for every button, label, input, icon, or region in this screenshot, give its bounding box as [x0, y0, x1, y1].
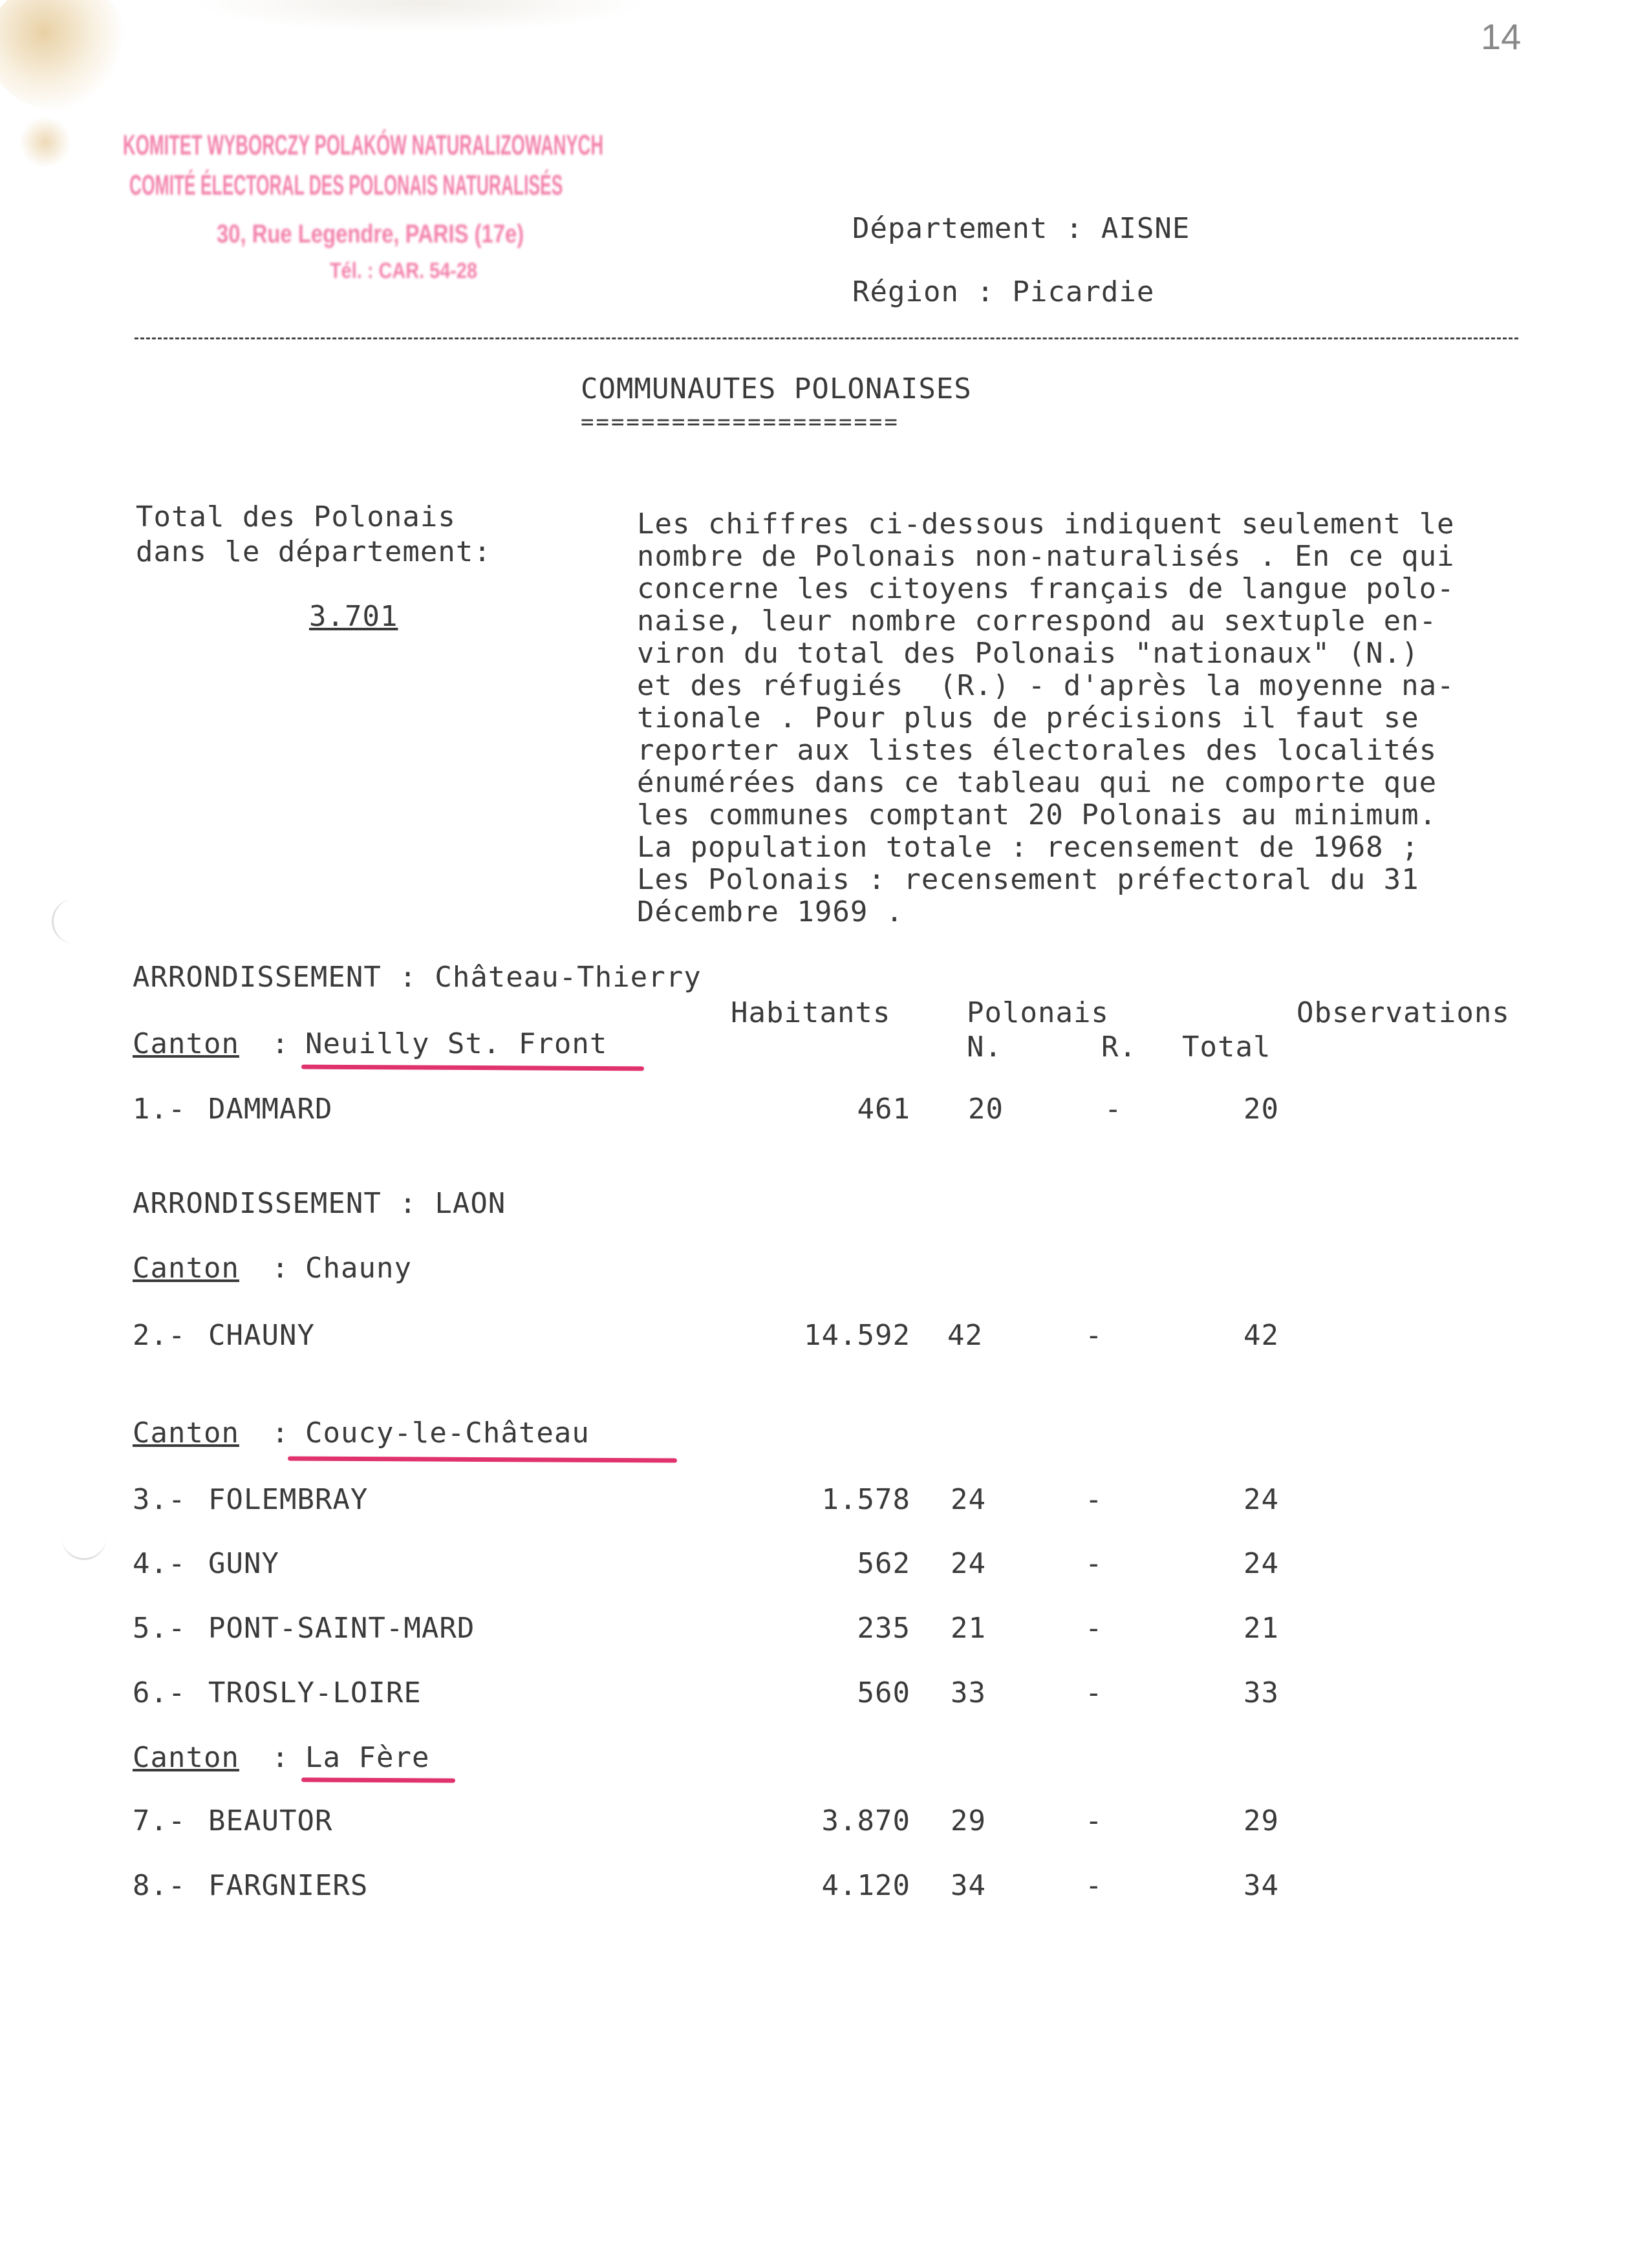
- row-number: 8.-: [133, 1869, 186, 1902]
- page-number: 14: [1481, 16, 1522, 57]
- total-value-cell: 34: [1243, 1869, 1279, 1902]
- total-value-cell: 29: [1243, 1804, 1279, 1837]
- canton-name: La Fère: [305, 1741, 430, 1774]
- canton-name: Coucy-le-Château: [305, 1417, 590, 1450]
- total-value-cell: 42: [1243, 1319, 1279, 1352]
- paper-stain: [0, 0, 129, 110]
- habitants-value: 1.578: [821, 1483, 910, 1516]
- total-value-cell: 21: [1243, 1612, 1279, 1645]
- commune-name: GUNY: [208, 1547, 279, 1580]
- commune-name: DAMMARD: [208, 1093, 333, 1126]
- total-value-cell: 20: [1243, 1093, 1279, 1126]
- canton-label: Canton: [133, 1027, 239, 1060]
- n-value: 24: [951, 1547, 986, 1580]
- r-value: -: [1085, 1804, 1103, 1837]
- canton-separator: :: [272, 1252, 290, 1285]
- total-label: dans le département:: [136, 535, 491, 568]
- note-line: et des réfugiés (R.) - d'après la moyenne na-: [637, 669, 1455, 702]
- note-line: tionale . Pour plus de précisions il faut se: [637, 701, 1419, 734]
- row-number: 6.-: [133, 1676, 186, 1709]
- habitants-value: 461: [857, 1093, 910, 1126]
- pen-underline: [288, 1456, 677, 1462]
- note-line: nombre de Polonais non-naturalisés . En ce qui: [637, 540, 1455, 573]
- note-line: énumérées dans ce tableau qui ne comporte que: [637, 766, 1437, 799]
- total-label: Total des Polonais: [136, 500, 456, 533]
- stamp-line: Tél. : CAR. 54-28: [330, 259, 478, 283]
- stamp-line: 30, Rue Legendre, PARIS (17e): [217, 220, 524, 248]
- title-underline: =====================: [581, 409, 899, 435]
- arrondissement-heading: ARRONDISSEMENT : LAON: [133, 1187, 506, 1220]
- row-number: 7.-: [133, 1804, 186, 1837]
- header-divider: [135, 337, 1518, 339]
- canton-label: Canton: [133, 1417, 239, 1450]
- canton-separator: :: [272, 1027, 290, 1060]
- punch-hole-mark: [52, 899, 99, 944]
- commune-name: TROSLY-LOIRE: [208, 1676, 422, 1709]
- note-line: concerne les citoyens français de langue polo-: [637, 572, 1455, 605]
- note-line: naise, leur nombre correspond au sextuple en-: [637, 604, 1437, 637]
- column-header-polonais: Polonais: [967, 996, 1109, 1029]
- punch-hole-mark: [61, 1513, 107, 1560]
- column-header-habitants: Habitants: [731, 996, 891, 1029]
- row-number: 4.-: [133, 1547, 186, 1580]
- habitants-value: 14.592: [804, 1319, 910, 1352]
- habitants-value: 3.870: [821, 1804, 910, 1837]
- canton-separator: :: [272, 1417, 290, 1450]
- pen-underline: [301, 1065, 644, 1071]
- pen-underline: [301, 1777, 455, 1782]
- r-value: -: [1104, 1093, 1123, 1126]
- page-title: COMMUNAUTES POLONAISES: [581, 372, 972, 405]
- note-line: La population totale : recensement de 1968 ;: [637, 831, 1419, 864]
- stamp-line: COMITÉ ÉLECTORAL DES POLONAIS NATURALISÉS: [129, 169, 563, 201]
- r-value: -: [1085, 1676, 1103, 1709]
- arrondissement-heading: ARRONDISSEMENT : Château-Thierry: [133, 961, 702, 994]
- commune-name: CHAUNY: [208, 1319, 315, 1352]
- habitants-value: 562: [857, 1547, 910, 1580]
- commune-name: FARGNIERS: [208, 1869, 369, 1902]
- note-line: viron du total des Polonais "nationaux" (N.): [637, 637, 1419, 670]
- n-value: 33: [951, 1676, 986, 1709]
- n-value: 21: [951, 1612, 986, 1645]
- r-value: -: [1085, 1547, 1103, 1580]
- r-value: -: [1085, 1483, 1103, 1516]
- column-header-n: N.: [967, 1031, 1002, 1064]
- total-value-cell: 24: [1243, 1547, 1279, 1580]
- r-value: -: [1085, 1612, 1103, 1645]
- row-number: 3.-: [133, 1483, 186, 1516]
- note-line: Les Polonais : recensement préfectoral du 31: [637, 863, 1419, 896]
- habitants-value: 4.120: [821, 1869, 910, 1902]
- stamp-line: KOMITET WYBORCZY POLAKÓW NATURALIZOWANYCH: [123, 129, 604, 161]
- canton-name: Chauny: [305, 1252, 412, 1285]
- habitants-value: 560: [857, 1676, 910, 1709]
- column-header-observations: Observations: [1297, 996, 1510, 1029]
- column-header-r: R.: [1101, 1031, 1137, 1064]
- n-value: 24: [951, 1483, 986, 1516]
- row-number: 2.-: [133, 1319, 186, 1352]
- note-line: reporter aux listes électorales des localités: [637, 734, 1437, 767]
- organization-stamp: [0, 0, 604, 283]
- note-line: Décembre 1969 .: [637, 895, 904, 928]
- total-value: 3.701: [309, 600, 398, 633]
- paper-stain: [194, 0, 647, 32]
- canton-label: Canton: [133, 1741, 239, 1774]
- canton-separator: :: [272, 1741, 290, 1774]
- departement-label: Département : AISNE: [852, 212, 1190, 245]
- commune-name: PONT-SAINT-MARD: [208, 1612, 475, 1645]
- note-paragraph: [637, 508, 1455, 928]
- row-number: 1.-: [133, 1093, 186, 1126]
- paper-stain: [19, 116, 71, 168]
- commune-name: FOLEMBRAY: [208, 1483, 369, 1516]
- r-value: -: [1085, 1869, 1103, 1902]
- note-line: Les chiffres ci-dessous indiquent seulement le: [637, 508, 1455, 540]
- column-header-total: Total: [1182, 1031, 1271, 1064]
- r-value: -: [1085, 1319, 1103, 1352]
- canton-name: Neuilly St. Front: [305, 1027, 608, 1060]
- n-value: 42: [947, 1319, 983, 1352]
- total-value-cell: 33: [1243, 1676, 1279, 1709]
- n-value: 29: [951, 1804, 986, 1837]
- n-value: 20: [968, 1093, 1004, 1126]
- canton-label: Canton: [133, 1252, 239, 1285]
- commune-name: BEAUTOR: [208, 1804, 333, 1837]
- region-label: Région : Picardie: [852, 275, 1155, 308]
- total-value-cell: 24: [1243, 1483, 1279, 1516]
- habitants-value: 235: [857, 1612, 910, 1645]
- n-value: 34: [951, 1869, 986, 1902]
- row-number: 5.-: [133, 1612, 186, 1645]
- note-line: les communes comptant 20 Polonais au minimum.: [637, 798, 1437, 831]
